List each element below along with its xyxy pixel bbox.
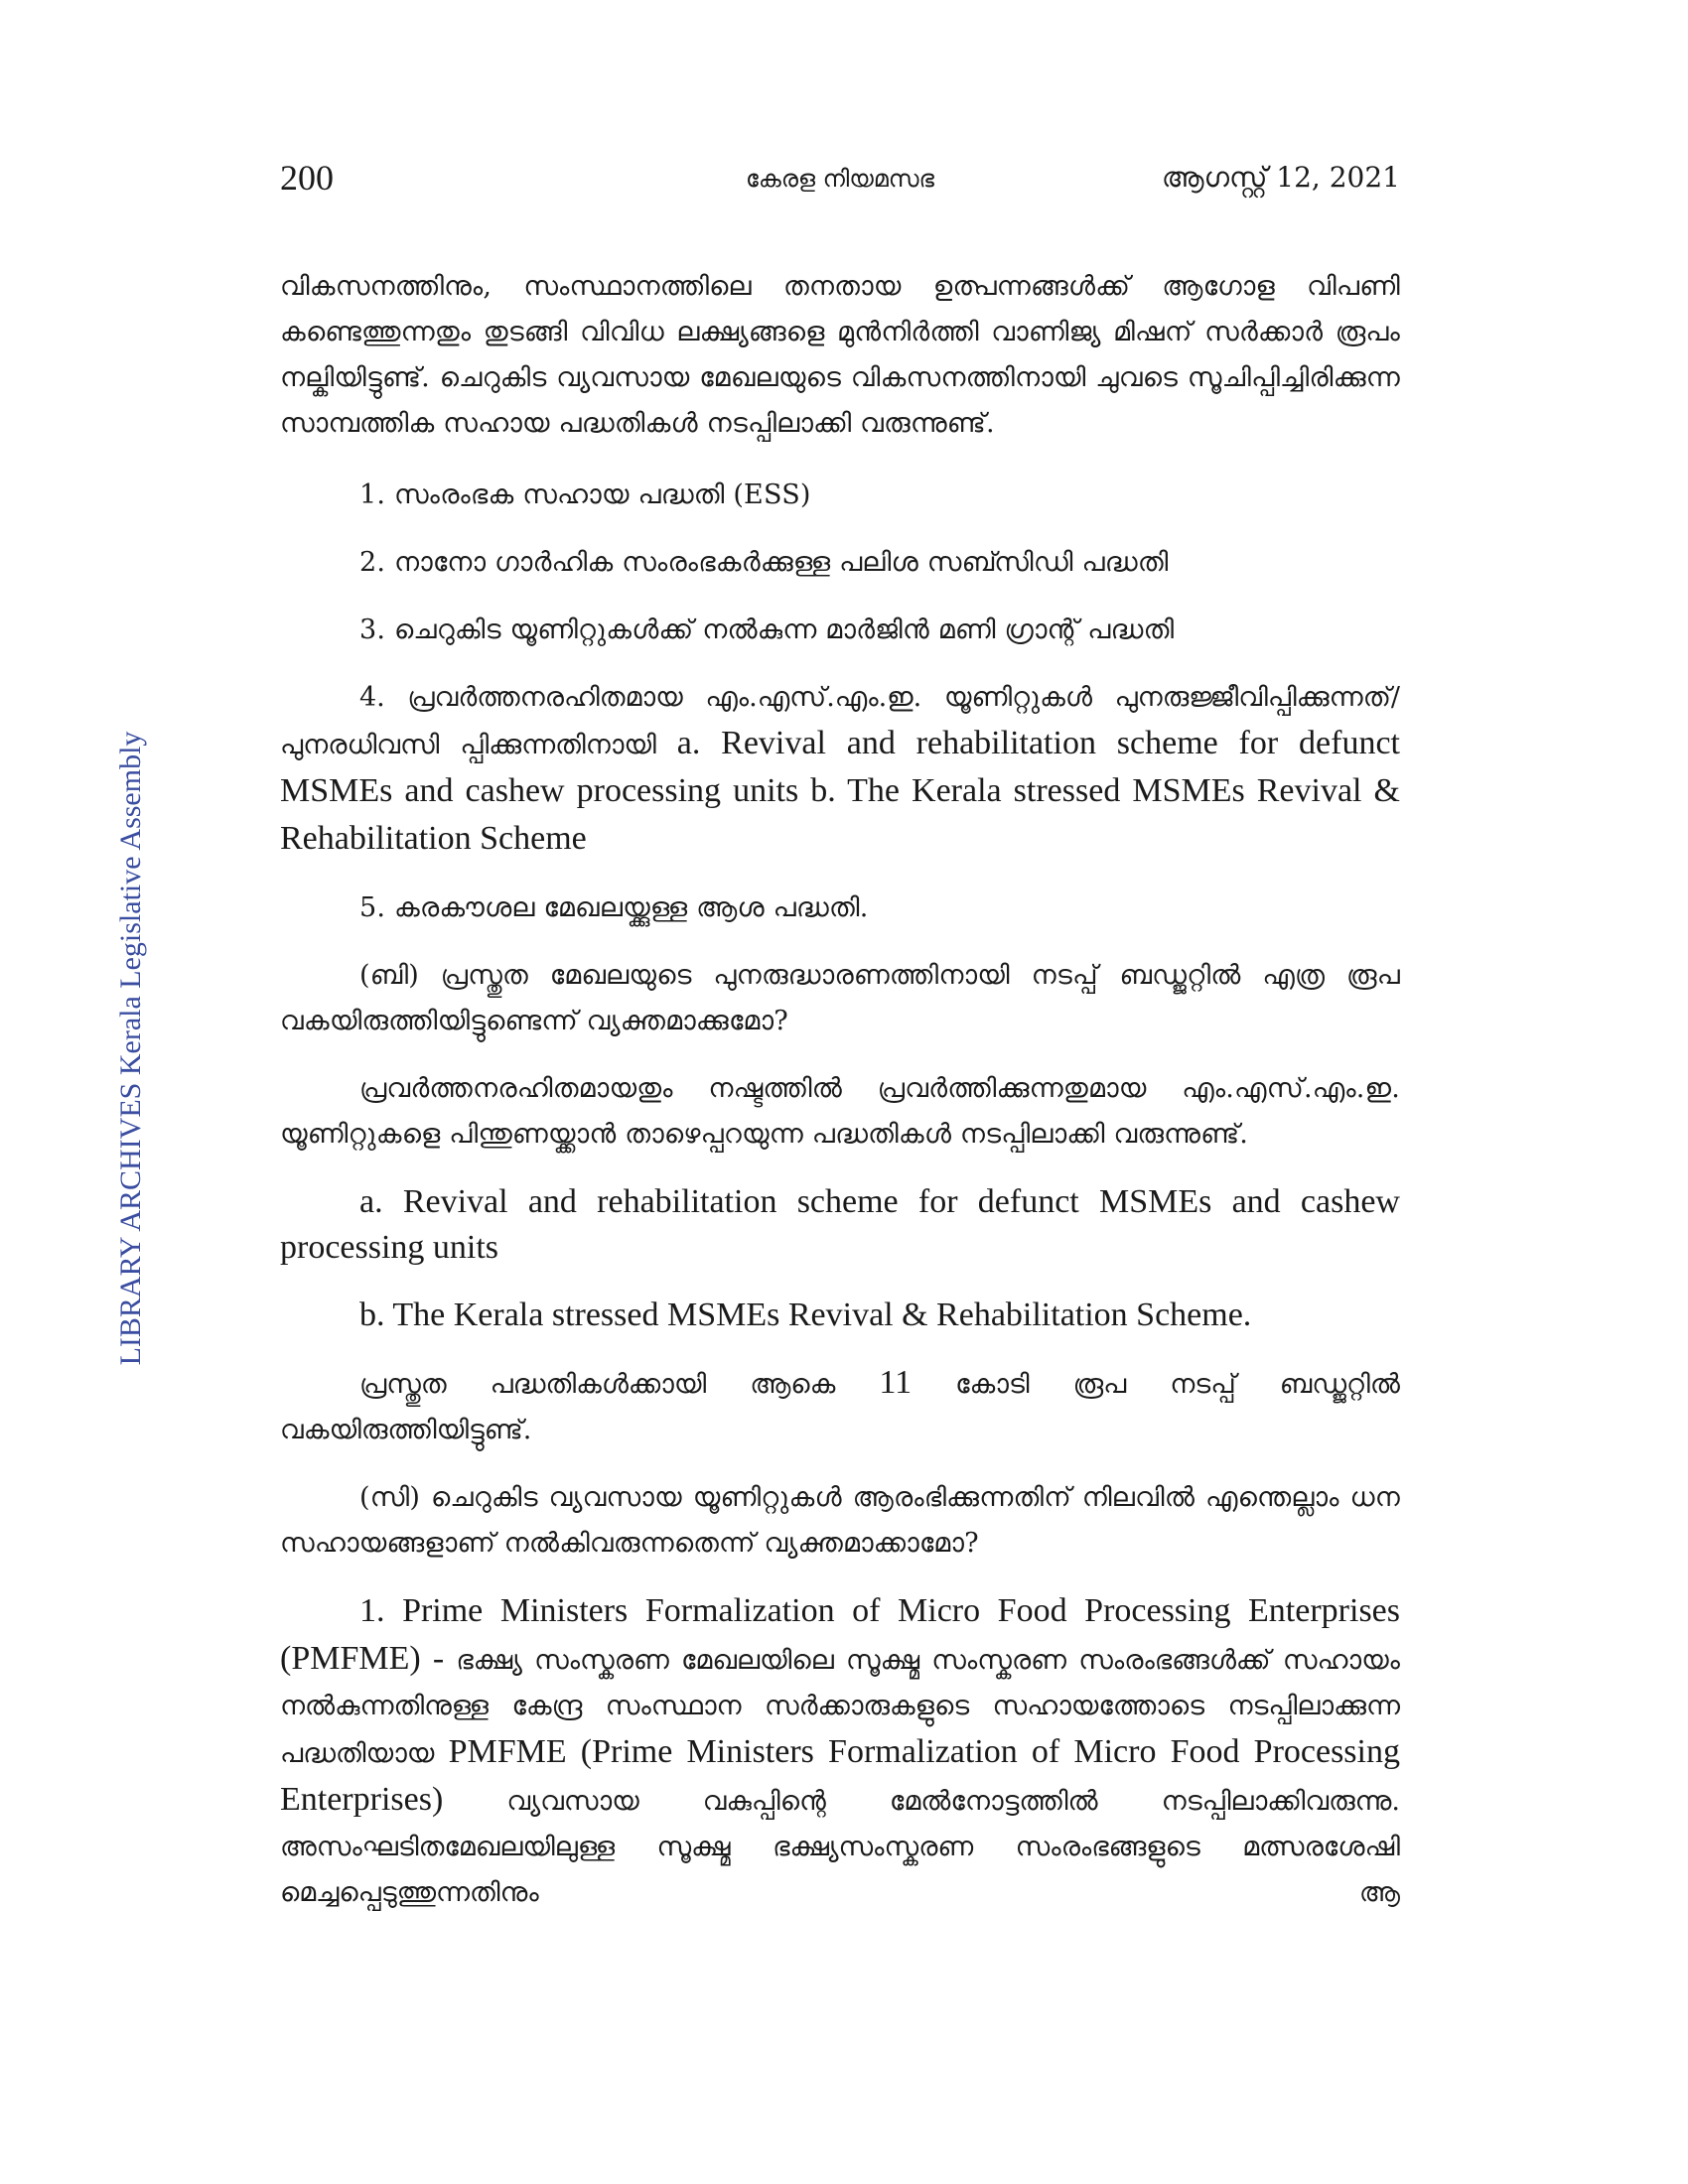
pmfme-heading: 1. Prime Ministers Formalization of Micro Food Processing Enterprises (PMFME) - [280,1592,1400,1677]
list-item-1: 1. സംരംഭക സഹായ പദ്ധതി (ESS) [359,479,811,510]
list-item-4-malayalam: 4. പ്രവർത്തനരഹിതമായ എം.എസ്.എം.ഇ. യൂണിറ്റുകൾ പുനരുജ്ജീവിപ്പിക്കുന്നത്/ പുനരധിവസി പ്പിക്കുന്നതിനായി [280,682,1400,760]
running-title: കേരള നിയമസഭ [745,165,935,193]
pmfme-text-1: ഭക്ഷ്യ സംസ്കരണ മേഖലയിലെ സൂക്ഷ്മ സംസ്കരണ സംരംഭങ്ങൾക്ക് സഹായം നൽകുന്നതിനുള്ള കേന്ദ്ര സംസ്ഥാന സർക്കാരുകളുടെ സഹായത്തോടെ നടപ്പിലാക്കുന്ന പദ്ധതിയായ [280,1645,1400,1769]
answer-c-item-1 [280,1588,1400,1916]
page-header [280,157,1400,206]
paragraph-intro: വികസനത്തിനും, സംസ്ഥാനത്തിലെ തനതായ ഉത്പന്നങ്ങൾക്ക് ആഗോള വിപണി കണ്ടെത്തുന്നതും തുടങ്ങി വിവിധ ലക്ഷ്യങ്ങളെ മുൻനിർത്തി വാണിജ്യ മിഷന് സർക്കാർ രൂപം നല്കിയിട്ടുണ്ട്. ചെറുകിട വ്യവസായ മേഖലയുടെ വികസനത്തിനായി ചുവടെ സൂചിപ്പിച്ചിരിക്കുന്ന സാമ്പത്തിക സഹായ പദ്ധതികൾ നടപ്പിലാക്കി വരുന്നുണ്ട്. [280,271,1400,439]
answer-b: പ്രവർത്തനരഹിതമായതും നഷ്ടത്തിൽ പ്രവർത്തിക്കുന്നതുമായ എം.എസ്.എം.ഇ. യൂണിറ്റുകളെ പിന്തുണയ്ക്കാൻ താഴെപ്പറയുന്ന പദ്ധതികൾ നടപ്പിലാക്കി വരുന്നുണ്ട്. [280,1073,1400,1150]
list-item-4-english: a. Revival and rehabilitation scheme for defunct MSMEs and cashew processing units b. The Kerala stressed MSMEs Revival & Rehabilitation Scheme [280,725,1400,857]
header-date: ആഗസ്റ്റ് 12, 2021 [1161,161,1400,194]
budget-text-1: പ്രസ്തുത പദ്ധതികൾക്കായി ആകെ [359,1369,836,1400]
budget-allocation [280,1360,1400,1453]
budget-text-2: കോടി രൂപ നടപ്പ് ബഡ്ജറ്റിൽ വകയിരുത്തിയിട്ടുണ്ട്. [280,1369,1400,1445]
question-b: (ബി) പ്രസ്തുത മേഖലയുടെ പുനരുദ്ധാരണത്തിനായി നടപ്പ് ബഡ്ജറ്റിൽ എത്ര രൂപ വകയിരുത്തിയിട്ടുണ്ടെന്ന് വ്യക്തമാക്കുമോ? [280,960,1400,1036]
pmfme-full-name: PMFME (Prime Ministers Formalization of Micro Food Processing Enterprises) [280,1733,1400,1818]
budget-amount: 11 [879,1364,913,1401]
page-number: 200 [280,158,334,198]
pmfme-text-2: വ്യവസായ വകുപ്പിന്റെ മേൽനോട്ടത്തിൽ നടപ്പിലാക്കിവരുന്നു. അസംഘടിതമേഖലയിലുള്ള സൂക്ഷ്മ ഭക്ഷ്യസംസ്കരണ സംരംഭങ്ങളുടെ മത്സരശേഷി മെച്ചപ്പെടുത്തുന്നതിനും ആ [280,1786,1400,1908]
list-item-4 [280,675,1400,864]
scheme-b: b. The Kerala stressed MSMEs Revival & Rehabilitation Scheme. [359,1297,1252,1333]
list-item-5: 5. കരകൗശല മേഖലയ്ക്കുള്ള ആശ പദ്ധതി. [359,892,869,923]
archive-watermark: LIBRARY ARCHIVES Kerala Legislative Assembly [114,731,147,1366]
scheme-a: a. Revival and rehabilitation scheme for defunct MSMEs and cashew processing units [280,1183,1400,1266]
list-item-3: 3. ചെറുകിട യൂണിറ്റുകൾക്ക് നൽകുന്ന മാർജിൻ മണി ഗ്രാന്റ് പദ്ധതി [359,614,1175,645]
question-c: (സി) ചെറുകിട വ്യവസായ യൂണിറ്റുകൾ ആരംഭിക്കുന്നതിന് നിലവിൽ എന്തെല്ലാം ധന സഹായങ്ങളാണ് നൽകിവരുന്നതെന്ന് വ്യക്തമാക്കാമോ? [280,1482,1400,1559]
document-body [280,264,1400,1916]
list-item-2: 2. നാനോ ഗാർഹിക സംരംഭകർക്കുള്ള പലിശ സബ്സിഡി പദ്ധതി [359,547,1169,578]
